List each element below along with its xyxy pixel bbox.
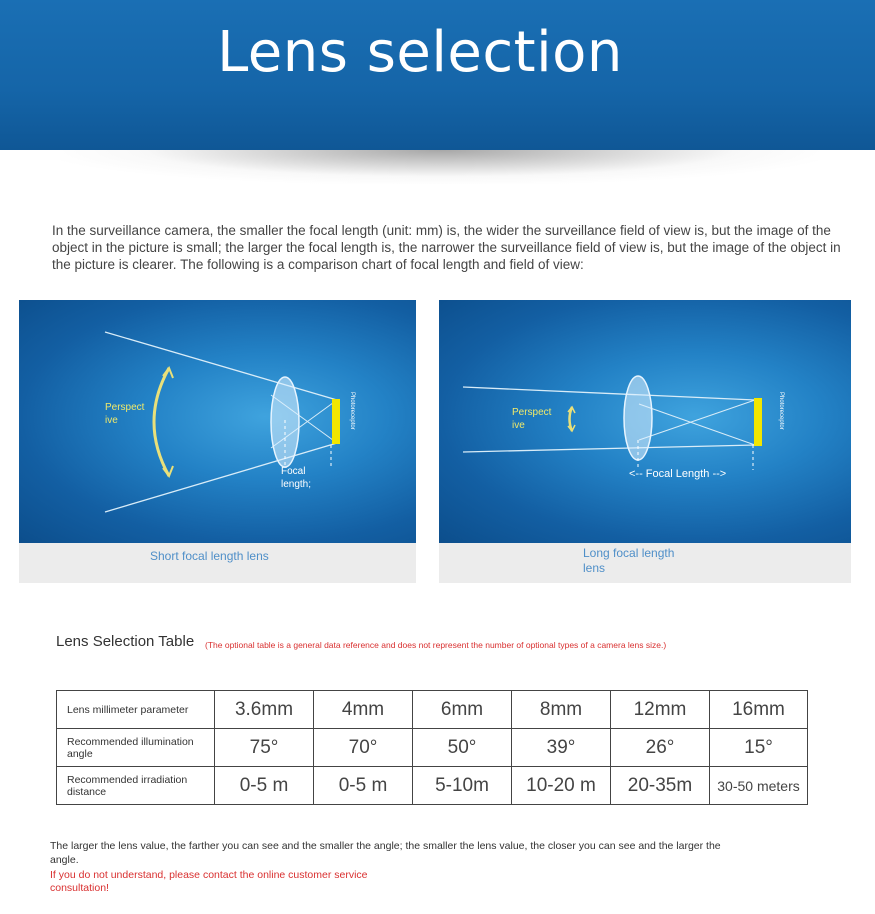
focal-label-line1: Focal	[281, 466, 306, 477]
table-cell: 12mm	[611, 691, 710, 729]
table-cell: 39°	[512, 729, 611, 767]
focal-length-label: <-- Focal Length -->	[629, 468, 727, 480]
banner-shadow	[60, 150, 820, 184]
perspective-label-line2: ive	[105, 415, 118, 426]
long-focal-illustration	[439, 300, 851, 543]
short-focal-svg	[19, 300, 416, 543]
long-focal-caption-line1: Long focal length	[583, 546, 675, 560]
short-focal-caption: Short focal length lens	[150, 549, 269, 563]
long-focal-svg	[439, 300, 851, 543]
table-cell: 75°	[215, 729, 314, 767]
photoreceptor-label: Photoreceptor	[778, 392, 784, 430]
short-focal-caption-bar	[19, 543, 416, 583]
contact-note: If you do not understand, please contact the online customer service consultation!	[50, 869, 368, 894]
long-focal-diagram	[439, 300, 851, 583]
cross-line-1	[639, 404, 755, 445]
short-focal-illustration	[19, 300, 416, 543]
table-cell: 6mm	[413, 691, 512, 729]
table-row-distance	[57, 767, 808, 805]
table-cell: 5-10m	[413, 767, 512, 805]
table-cell: 10-20 m	[512, 767, 611, 805]
table-cell: 4mm	[314, 691, 413, 729]
focal-label-line2: length;	[281, 479, 312, 490]
table-cell: 70°	[314, 729, 413, 767]
perspective-label-line2: ive	[512, 420, 525, 431]
fov-line-top	[105, 332, 337, 400]
footer-note: The larger the lens value, the farther you can see and the smaller the angle; the smaller the lens value, the closer you can see and the larger the angle.	[50, 840, 721, 866]
table-cell: 0-5 m	[215, 767, 314, 805]
photoreceptor-label: Photoreceptor	[349, 392, 355, 430]
intro-paragraph: In the surveillance camera, the smaller the focal length (unit: mm) is, the wider the surveillance field of view is, but the image of the object in the picture is small; the larger the focal length is, the narrower the surveillance field of view is, but the image of the object in the picture is clearer. The following is a comparison chart of focal length and field of view:	[52, 223, 841, 272]
photoreceptor-bar	[332, 399, 340, 444]
cross-line-2	[639, 400, 755, 440]
table-row-millimeter	[57, 691, 808, 729]
table-cell: 3.6mm	[215, 691, 314, 729]
table-cell: 20-35m	[611, 767, 710, 805]
table-cell: 30-50 meters	[710, 767, 808, 805]
page-title: Lens selection	[217, 20, 623, 85]
header-banner	[0, 0, 875, 150]
row-header-millimeter: Lens millimeter parameter	[57, 691, 215, 729]
table-cell: 8mm	[512, 691, 611, 729]
short-focal-diagram	[19, 300, 416, 583]
table-row-angle	[57, 729, 808, 767]
fov-line-bottom	[463, 445, 755, 452]
table-cell: 26°	[611, 729, 710, 767]
long-focal-caption-bar	[439, 543, 851, 583]
perspective-label-line1: Perspect	[105, 402, 145, 413]
table-cell: 50°	[413, 729, 512, 767]
fov-line-bottom	[105, 443, 337, 512]
perspective-label-line1: Perspect	[512, 407, 552, 418]
lens-selection-table	[56, 690, 808, 805]
perspective-arc	[154, 368, 169, 476]
table-cell: 16mm	[710, 691, 808, 729]
table-note: (The optional table is a general data reference and does not represent the number of optional types of a camera lens size.)	[205, 640, 667, 650]
fov-line-top	[463, 387, 755, 400]
row-header-distance: Recommended irradiation distance	[57, 767, 215, 805]
row-header-angle: Recommended illumination angle	[57, 729, 215, 767]
long-focal-caption-line2: lens	[583, 561, 606, 575]
table-cell: 0-5 m	[314, 767, 413, 805]
long-focal-caption	[583, 546, 674, 576]
table-cell: 15°	[710, 729, 808, 767]
table-title: Lens Selection Table	[56, 633, 195, 650]
photoreceptor-bar	[754, 398, 762, 446]
